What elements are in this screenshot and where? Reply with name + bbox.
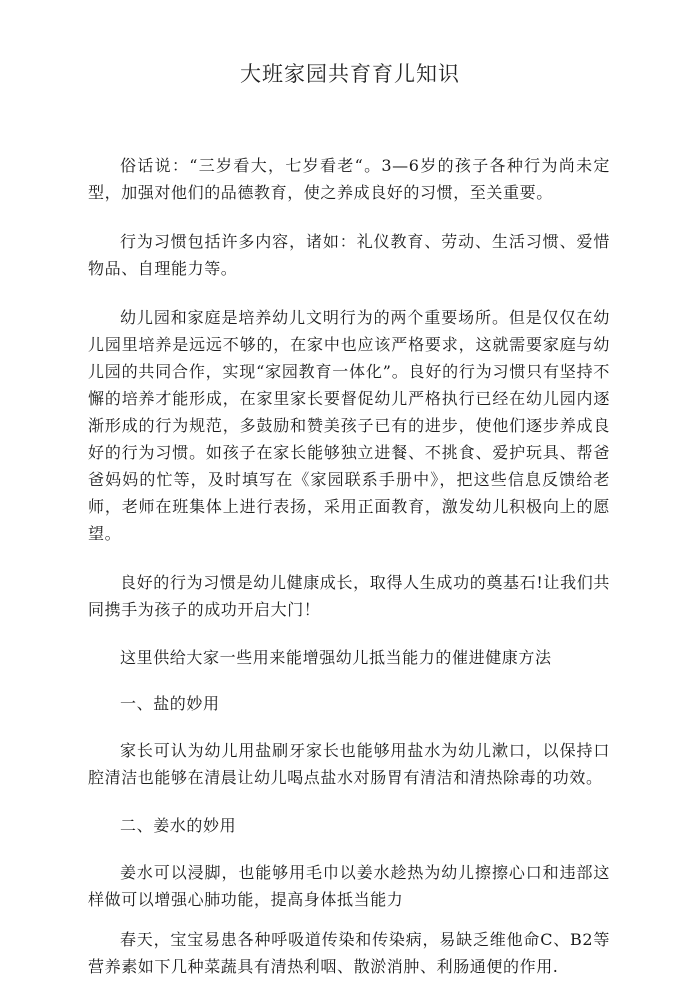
paragraph-spring: 春天，宝宝易患各种呼吸道传染和传染病，易缺乏维他命C、B2等营养素如下几种菜蔬具有清热利咽、散淤消肿、利肠通便的作用. — [88, 930, 610, 976]
paragraph-ginger: 姜水可以浸脚，也能够用毛巾以姜水趁热为幼儿擦擦心口和违部这样做可以增强心肺功能，提高身体抵当能力 — [88, 863, 610, 909]
paragraph-salt: 家长可认为幼儿用盐刷牙家长也能够用盐水为幼儿漱口，以保持口腔清洁也能够在清晨让幼儿喝点盐水对肠胃有清洁和清热除毒的功效。 — [88, 741, 610, 787]
paragraph-habits: 行为习惯包括许多内容，诸如：礼仪教育、劳动、生活习惯、爱惜物品、自理能力等。 — [88, 232, 610, 278]
paragraph-home-school: 幼儿园和家庭是培养幼儿文明行为的两个重要场所。但是仅仅在幼儿园里培养是远远不够的，在家中也应该严格要求，这就需要家庭与幼儿园的共同合作，实现“家园教育一体化”。良好的行为习惯只有坚持不懈的培养才能形成，在家里家长要督促幼儿严格执行已经在幼儿园内逐渐形成的行为规范，多鼓励和赞美孩子已有的进步，使他们逐步养成良好的行为习惯。如孩子在家长能够独立进餐、不挑食、爱护玩具、帮爸爸妈妈的忙等，及时填写在《家园联系手册中》，把这些信息反馈给老师，老师在班集体上进行表扬，采用正面教育，激发幼儿积极向上的愿望。 — [88, 308, 610, 543]
section-heading-ginger: 二、姜水的妙用 — [120, 816, 237, 835]
document-title: 大班家园共育育儿知识 — [240, 62, 460, 86]
document-body — [88, 152, 610, 1002]
intro-line: 这里供给大家一些用来能增强幼儿抵当能力的催进健康方法 — [120, 648, 552, 667]
paragraph-proverb: 俗话说：“三岁看大，七岁看老“。3—6岁的孩子各种行为尚未定型，加强对他们的品德教育，使之养成良好的习惯，至关重要。 — [88, 156, 610, 202]
section-heading-salt: 一、盐的妙用 — [120, 694, 220, 713]
paragraph-foundation: 良好的行为习惯是幼儿健康成长，取得人生成功的奠基石!让我们共同携手为孩子的成功开启大门！ — [88, 573, 610, 619]
